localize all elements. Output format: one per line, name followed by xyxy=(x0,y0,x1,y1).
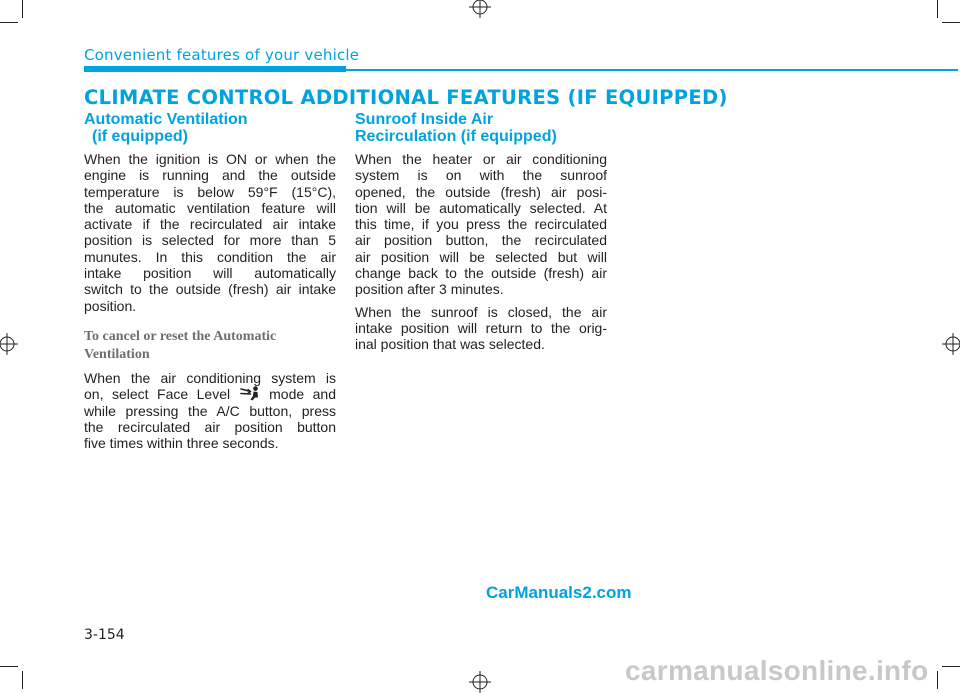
registration-mark-icon xyxy=(469,671,491,693)
registration-mark-icon xyxy=(942,333,960,355)
registration-mark-icon xyxy=(0,333,18,355)
header-rule-thick xyxy=(84,66,346,72)
face-level-mode-icon xyxy=(239,386,261,402)
crop-mark xyxy=(942,666,960,667)
crop-mark xyxy=(937,0,938,18)
automatic-ventilation-paragraph: When the ignition is ON or when the engine is running and the outside temperature is below 59°F (15°C), the automatic ventilation feature will activate if the recirculated air intake position is selected for more than 5 munutes. In this condition the air intake position will automatically switch to the outside (fresh) air intake position. xyxy=(84,151,336,314)
page-number: 3-154 xyxy=(84,627,125,643)
registration-mark-icon xyxy=(469,0,491,18)
crop-mark xyxy=(0,666,18,667)
crop-mark xyxy=(942,22,960,23)
crop-mark xyxy=(22,0,23,18)
automatic-ventilation-heading: Automatic Ventilation (if equipped) xyxy=(84,111,248,145)
face-level-line: on, select Face Level mode and xyxy=(84,386,337,403)
sunroof-recirculation-heading: Sunroof Inside Air Recirculation (if equipped) xyxy=(355,111,557,145)
cancel-reset-subheading: To cancel or reset the Automatic Ventilation xyxy=(84,328,277,362)
right-column xyxy=(355,111,607,359)
page-title: CLIMATE CONTROL ADDITIONAL FEATURES (IF EQUIPPED) xyxy=(84,86,728,109)
sunroof-closed-paragraph: When the sunroof is closed, the air intake position will return to the orig- inal position that was selected. xyxy=(355,303,607,353)
section-header: Convenient features of your vehicle xyxy=(84,46,360,64)
sunroof-recirculation-paragraph: When the heater or air conditioning system is on with the sunroof opened, the outside (fresh) air posi- tion will be automatically selected. At this time, if you press the recirculated air position button, the recirculated air position will be selected but will change back to the outside (fresh) air position after 3 minutes. xyxy=(355,151,607,298)
header-rule-thin xyxy=(346,69,958,71)
carmanualsonline-watermark: carmanualsonline.info xyxy=(625,655,929,686)
left-column xyxy=(84,111,336,457)
carmanuals-watermark-link[interactable]: CarManuals2.com xyxy=(486,583,632,602)
crop-mark xyxy=(937,671,938,689)
cancel-reset-paragraph: When the air conditioning system is on, select Face Level mode and while pressing the A/C button, press the recirculated air position button five times within three seconds. xyxy=(84,369,337,452)
crop-mark xyxy=(0,22,18,23)
crop-mark xyxy=(22,671,23,689)
